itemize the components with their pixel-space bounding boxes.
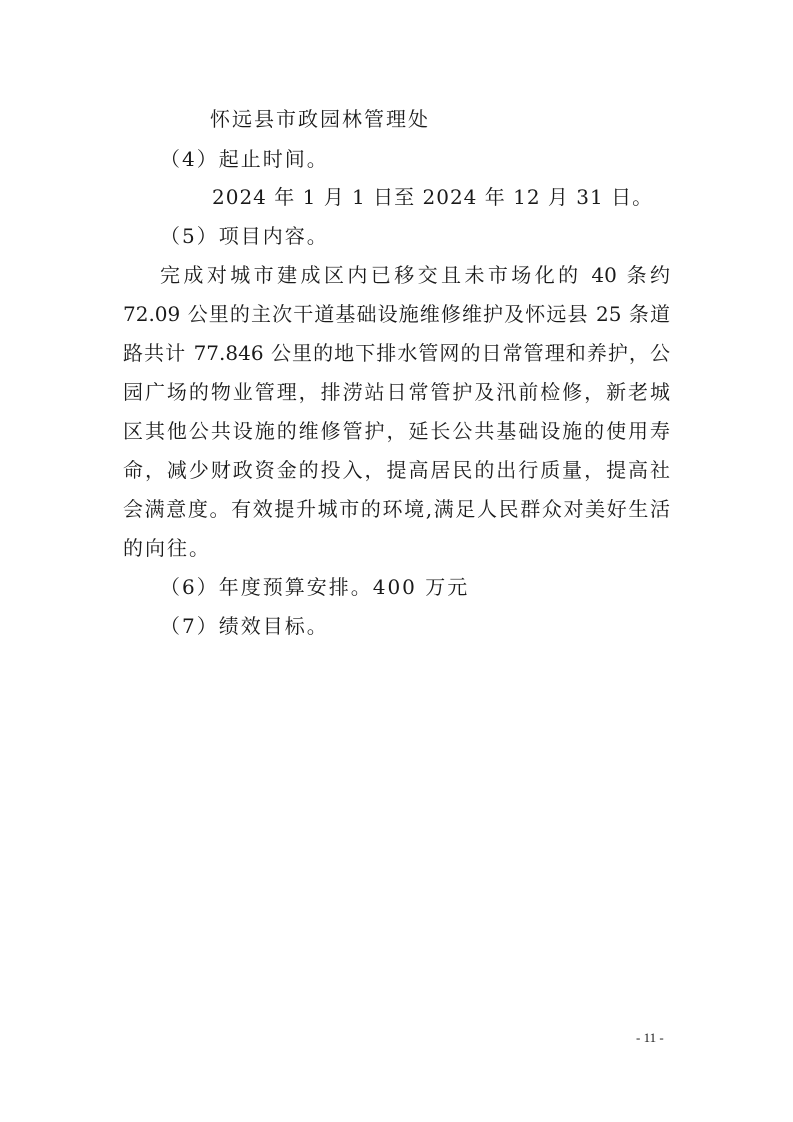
section-7-heading: （7）绩效目标。 (160, 614, 329, 638)
content-paragraph-line-7: 会满意度。有效提升城市的环境,满足人民群众对美好生活 (123, 497, 670, 521)
content-paragraph-line-1: 完成对城市建成区内已移交且未市场化的 40 条约 (160, 263, 670, 287)
section-6-heading: （6）年度预算安排。400 万元 (160, 575, 470, 599)
section-5-heading: （5）项目内容。 (160, 224, 329, 248)
content-paragraph-line-3: 路共计 77.846 公里的地下排水管网的日常管理和养护，公 (123, 341, 670, 365)
content-paragraph-line-8: 的向往。 (123, 536, 211, 560)
content-paragraph-line-6: 命，减少财政资金的投入，提高居民的出行质量，提高社 (123, 458, 670, 482)
content-paragraph-line-5: 区其他公共设施的维修管护，延长公共基础设施的使用寿 (123, 419, 670, 443)
content-paragraph-line-4: 园广场的物业管理，排涝站日常管护及汛前检修，新老城 (123, 380, 670, 404)
unit-name-line: 怀远县市政园林管理处 (210, 107, 430, 131)
date-range-line: 2024 年 1 月 1 日至 2024 年 12 月 31 日。 (212, 185, 654, 209)
content-paragraph-line-2: 72.09 公里的主次干道基础设施维修维护及怀远县 25 条道 (123, 302, 670, 326)
page-number: - 11 - (636, 1030, 664, 1045)
section-4-heading: （4）起止时间。 (160, 147, 329, 171)
